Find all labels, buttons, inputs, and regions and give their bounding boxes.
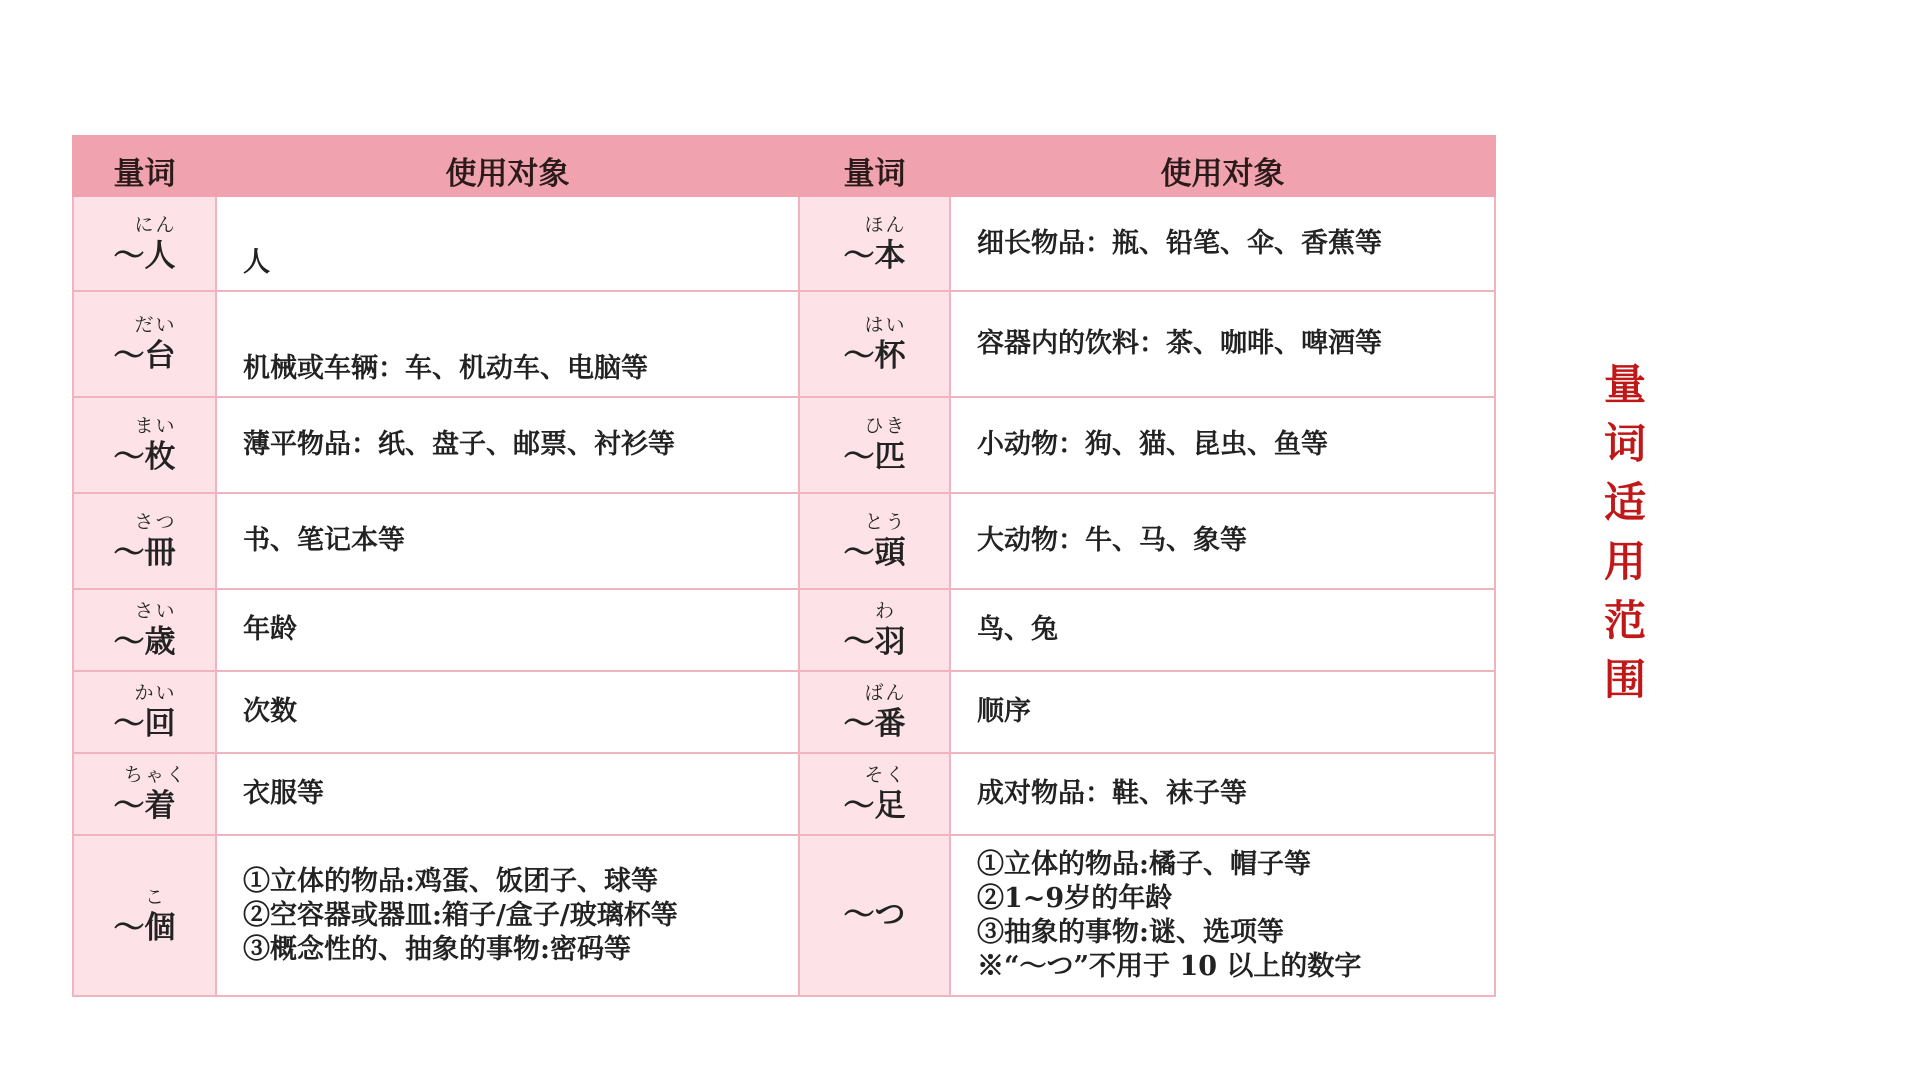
- table-row: [73, 493, 1495, 589]
- counter-word: ～人: [113, 237, 176, 274]
- counter-cell: [73, 671, 216, 753]
- counter-word: ～羽: [843, 624, 906, 660]
- usage-text: ※“～つ”不用于 10 以上的数字: [977, 950, 1362, 982]
- usage-text: 细长物品：瓶、铅笔、伞、香蕉等: [977, 227, 1382, 259]
- counter-word: ～歳: [113, 624, 176, 660]
- counter-word: ～匹: [843, 439, 906, 475]
- counter-word: ～つ: [843, 897, 906, 933]
- counter-cell: [799, 671, 950, 753]
- counter-word: ～台: [113, 338, 176, 374]
- furigana: はい: [864, 314, 907, 336]
- counter-cell: [799, 835, 950, 996]
- usage-cell: [216, 753, 799, 835]
- side-title-char: 围: [1603, 655, 1646, 704]
- header-counter-right: 量词: [799, 136, 950, 196]
- counter-cell: [73, 835, 216, 996]
- usage-text: ③概念性的、抽象的事物:密码等: [243, 933, 631, 965]
- furigana: こ: [144, 885, 166, 908]
- counter-cell: [73, 589, 216, 671]
- counter-cell: [799, 397, 950, 493]
- table-row: [73, 397, 1495, 493]
- usage-text: 成对物品：鞋、袜子等: [977, 778, 1247, 809]
- counter-cell: [799, 753, 950, 835]
- counter-cell: [73, 196, 216, 291]
- usage-text: 顺序: [977, 696, 1031, 727]
- usage-text: ②1~9岁的年龄: [977, 882, 1173, 914]
- usage-text: ③抽象的事物:谜、选项等: [977, 916, 1284, 948]
- counter-cell: [799, 493, 950, 589]
- side-title-char: 用: [1603, 537, 1646, 586]
- furigana: まい: [134, 415, 177, 437]
- furigana: ちゃく: [123, 764, 187, 786]
- counter-word: ～枚: [113, 439, 176, 475]
- usage-text: 书、笔记本等: [243, 525, 405, 556]
- counter-word: ～個: [113, 909, 176, 946]
- side-title-char: 词: [1603, 419, 1646, 468]
- counter-word: ～頭: [843, 535, 906, 571]
- side-title-char: 量: [1603, 360, 1646, 409]
- usage-text: 薄平物品：纸、盘子、邮票、衬衫等: [243, 429, 675, 460]
- usage-cell: [950, 493, 1495, 589]
- usage-text: 次数: [243, 696, 297, 727]
- furigana: にん: [134, 213, 177, 236]
- counter-word: ～冊: [113, 535, 176, 571]
- usage-cell: [950, 671, 1495, 753]
- table-row: [73, 589, 1495, 671]
- counter-cell: [73, 397, 216, 493]
- counter-word: ～足: [843, 788, 906, 824]
- header-counter-left: 量词: [73, 136, 216, 196]
- usage-cell: [950, 397, 1495, 493]
- furigana: そく: [864, 764, 907, 786]
- usage-cell: [950, 589, 1495, 671]
- usage-text: ②空容器或器皿:箱子/盒子/玻璃杯等: [243, 899, 678, 931]
- usage-cell: [950, 835, 1495, 996]
- usage-cell: [216, 835, 799, 996]
- usage-text: 大动物：牛、马、象等: [977, 525, 1247, 556]
- usage-text: ①立体的物品:橘子、帽子等: [977, 848, 1311, 880]
- usage-text: 年龄: [243, 614, 297, 645]
- furigana: さつ: [134, 511, 177, 533]
- header-usage-left: 使用对象: [216, 136, 799, 196]
- counter-cell: [799, 196, 950, 291]
- usage-cell: [216, 671, 799, 753]
- usage-text: 小动物：狗、猫、昆虫、鱼等: [977, 429, 1328, 460]
- table-row: [73, 196, 1495, 291]
- usage-cell: [950, 753, 1495, 835]
- usage-text: 容器内的饮料：茶、咖啡、啤酒等: [977, 328, 1382, 359]
- usage-cell: [216, 196, 799, 291]
- counter-word: ～着: [113, 788, 176, 824]
- furigana: ひき: [864, 415, 907, 437]
- counter-table: [72, 135, 1496, 997]
- counter-word: ～回: [113, 706, 176, 742]
- usage-text: 机械或车辆：车、机动车、电脑等: [243, 353, 648, 384]
- counter-word: ～杯: [843, 338, 906, 374]
- usage-cell: [216, 493, 799, 589]
- furigana: だい: [134, 314, 177, 336]
- counter-cell: [799, 589, 950, 671]
- usage-cell: [950, 291, 1495, 397]
- furigana: とう: [864, 511, 907, 533]
- table-row: [73, 753, 1495, 835]
- header-row: [73, 136, 1495, 196]
- usage-cell: [216, 291, 799, 397]
- furigana: さい: [134, 600, 177, 622]
- side-title: [1600, 355, 1650, 709]
- counter-cell: [73, 291, 216, 397]
- furigana: ほん: [864, 213, 907, 236]
- furigana: かい: [134, 682, 177, 704]
- usage-cell: [216, 397, 799, 493]
- furigana: ばん: [864, 682, 907, 704]
- table-row: [73, 671, 1495, 753]
- counter-word: ～番: [843, 706, 906, 742]
- usage-cell: [950, 196, 1495, 291]
- furigana: わ: [874, 600, 896, 622]
- counter-word: ～本: [843, 237, 906, 274]
- side-title-char: 适: [1603, 478, 1646, 527]
- counter-cell: [73, 493, 216, 589]
- usage-cell: [216, 589, 799, 671]
- usage-text: 鸟、兔: [977, 614, 1058, 645]
- header-usage-right: 使用对象: [950, 136, 1495, 196]
- usage-text: 人: [243, 247, 270, 278]
- counter-cell: [799, 291, 950, 397]
- counter-cell: [73, 753, 216, 835]
- table-row: [73, 291, 1495, 397]
- usage-text: 衣服等: [243, 778, 324, 809]
- table-row: [73, 835, 1495, 996]
- usage-text: ①立体的物品:鸡蛋、饭团子、球等: [243, 865, 658, 897]
- side-title-char: 范: [1603, 596, 1646, 645]
